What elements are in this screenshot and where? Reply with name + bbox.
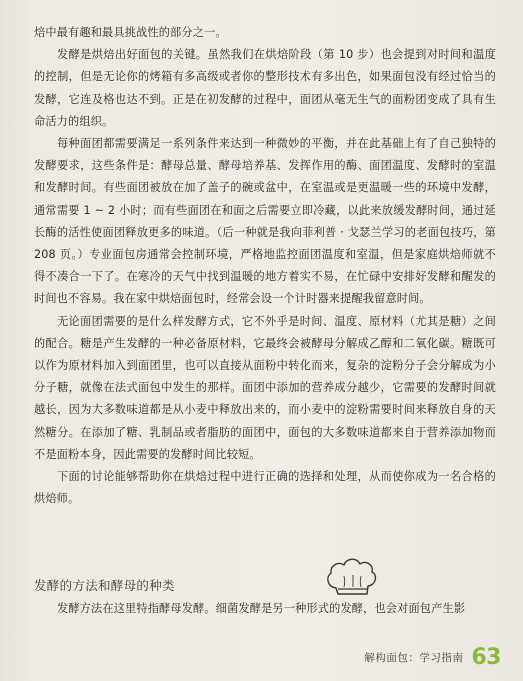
page-number: 63 — [471, 644, 501, 670]
paragraph: 下面的讨论能够帮助你在烘焙过程中进行正确的选择和处理，从而使你成为一名合格的烘焙师。 — [34, 470, 496, 506]
section-paragraph: 发酵方法在这里特指酵母发酵。细菌发酵是另一种形式的发酵，也会对面包产生影 — [57, 602, 466, 615]
paragraph: 每种面团都需要满足一系列条件来达到一种微妙的平衡，并在此基础上有了自己独特的发酵要求，这些条件是：酵母总量、酵母培养基、发挥作用的酶、面团温度、发酵时的室温和发酵时间。有些面团被放在加了盖子的碗或盆中，在室温或是更温暖一些的环境中发酵，通常需要 1 ~ 2 小时；而有些面团在和面之后需要立即冷藏，以此来放缓发酵时间，通过延长酶的活性使面团释放更多的味道。（后一种就是我向菲利普 · 戈瑟兰学习的老面包技巧，第 208 页。）专业面包房通常会控制环境，严格地监控面团温度和室温，但是家庭烘焙师就不得不凑合一下了。在寒冷的天气中找到温暖的地方着实不易，在忙碌中安排好发酵和醒发的时间也不容易。我在家中烘焙面包时，经常会设一个计时器来提醒我留意时间。 — [34, 137, 496, 306]
paragraph: 无论面团需要的是什么样发酵方式，它不外乎是时间、温度、原材料（尤其是糖）之间的配合。糖是产生发酵的一种必备原材料，它最终会被酵母分解成乙醇和二氧化碳。糖既可以作为原材料加入到面团里，也可以直接从面粉中转化而来，复杂的淀粉分子会分解成为小分子糖，就像在法式面包中发生的那样。面团中添加的营养成分越少，它需要的发酵时间就越长，因为大多数味道都是从小麦中释放出来的，而小麦中的淀粉需要时间来释放自身的天然糖分。在添加了糖、乳制品或者脂肪的面团中，面包的大多数味道都来自于营养添加物而不是面粉本身，因此需要的发酵时间比较短。 — [34, 314, 496, 461]
body-text — [34, 22, 496, 510]
paragraph-continuation: 焙中最有趣和最具挑战性的部分之一。 — [34, 26, 227, 39]
section-heading: 发酵的方法和酵母的种类 — [34, 578, 175, 593]
paragraph: 发酵是烘焙出好面包的关键。虽然我们在烘焙阶段（第 10 步）也会提到对时间和温度的控制，但是无论你的烤箱有多高级或者你的整形技术有多出色，如果面包没有经过恰当的发酵，它连及格也达不到。正是在初发酵的过程中，面团从毫无生气的面粉团变成了具有生命活力的组织。 — [34, 48, 496, 128]
chef-hat-icon — [322, 554, 380, 600]
page-footer — [364, 643, 501, 671]
footer-label: 解构面包：学习指南 — [364, 651, 464, 664]
